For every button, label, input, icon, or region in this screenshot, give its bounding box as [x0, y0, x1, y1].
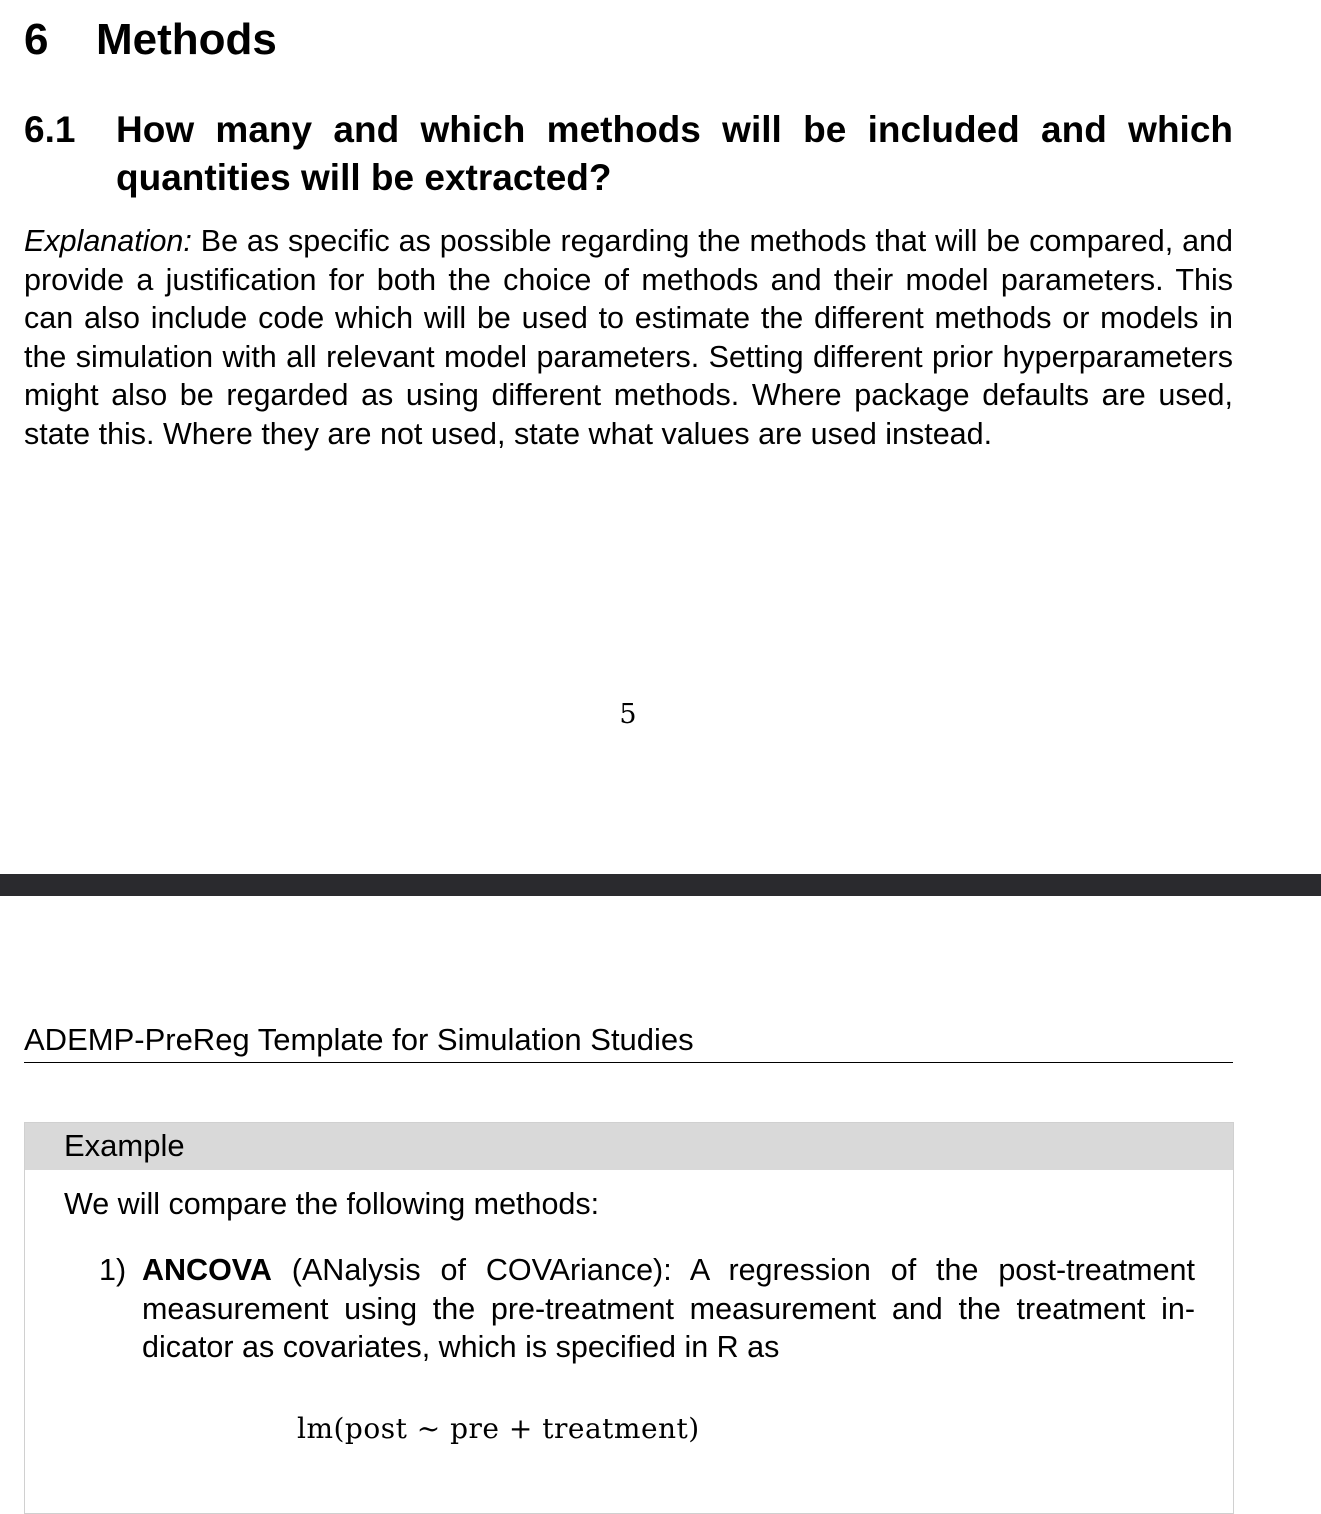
- method-description: (ANalysis of COVAriance): A regression of the post-treatment measurement using the pre-treatment measurement and the treatment in- dicator as covariates, which is specified in R as: [142, 1253, 1195, 1365]
- page-number: 5: [619, 699, 637, 730]
- method-name: ANCOVA: [142, 1253, 272, 1287]
- section-number: 6: [24, 15, 49, 64]
- method-item: [99, 1251, 1195, 1367]
- section-heading: [24, 12, 277, 68]
- method-list: [99, 1251, 1195, 1367]
- subsection-title: How many and which methods will be included and which quantities will be extracted?: [116, 109, 1233, 198]
- example-title: Example: [25, 1123, 1233, 1170]
- section-title: Methods: [96, 15, 277, 64]
- running-header: ADEMP-PreReg Template for Simulation Studies: [24, 1020, 1233, 1063]
- explanation-text: Be as specific as possible regarding the methods that will be compared, and provide a justification for both the choice of methods and their model parameters. This can also include code which will be used to estimate the different methods or models in the simulation with all relevant model parameters. Setting different prior hyperparameters might also be regarded as using different methods. Where package defaults are used, state this. Where they are not used, state what values are used instead.: [24, 224, 1233, 451]
- page-divider: [0, 874, 1321, 896]
- code-snippet: lm(post ~ pre + treatment): [297, 1412, 700, 1445]
- subsection-number: 6.1: [24, 109, 76, 150]
- explanation-lead: Explanation:: [24, 224, 192, 258]
- example-box: [24, 1122, 1234, 1514]
- subsection-heading: [24, 106, 1233, 202]
- explanation-paragraph: [24, 222, 1233, 454]
- example-intro: We will compare the following methods:: [64, 1187, 600, 1221]
- method-marker: 1): [99, 1253, 127, 1287]
